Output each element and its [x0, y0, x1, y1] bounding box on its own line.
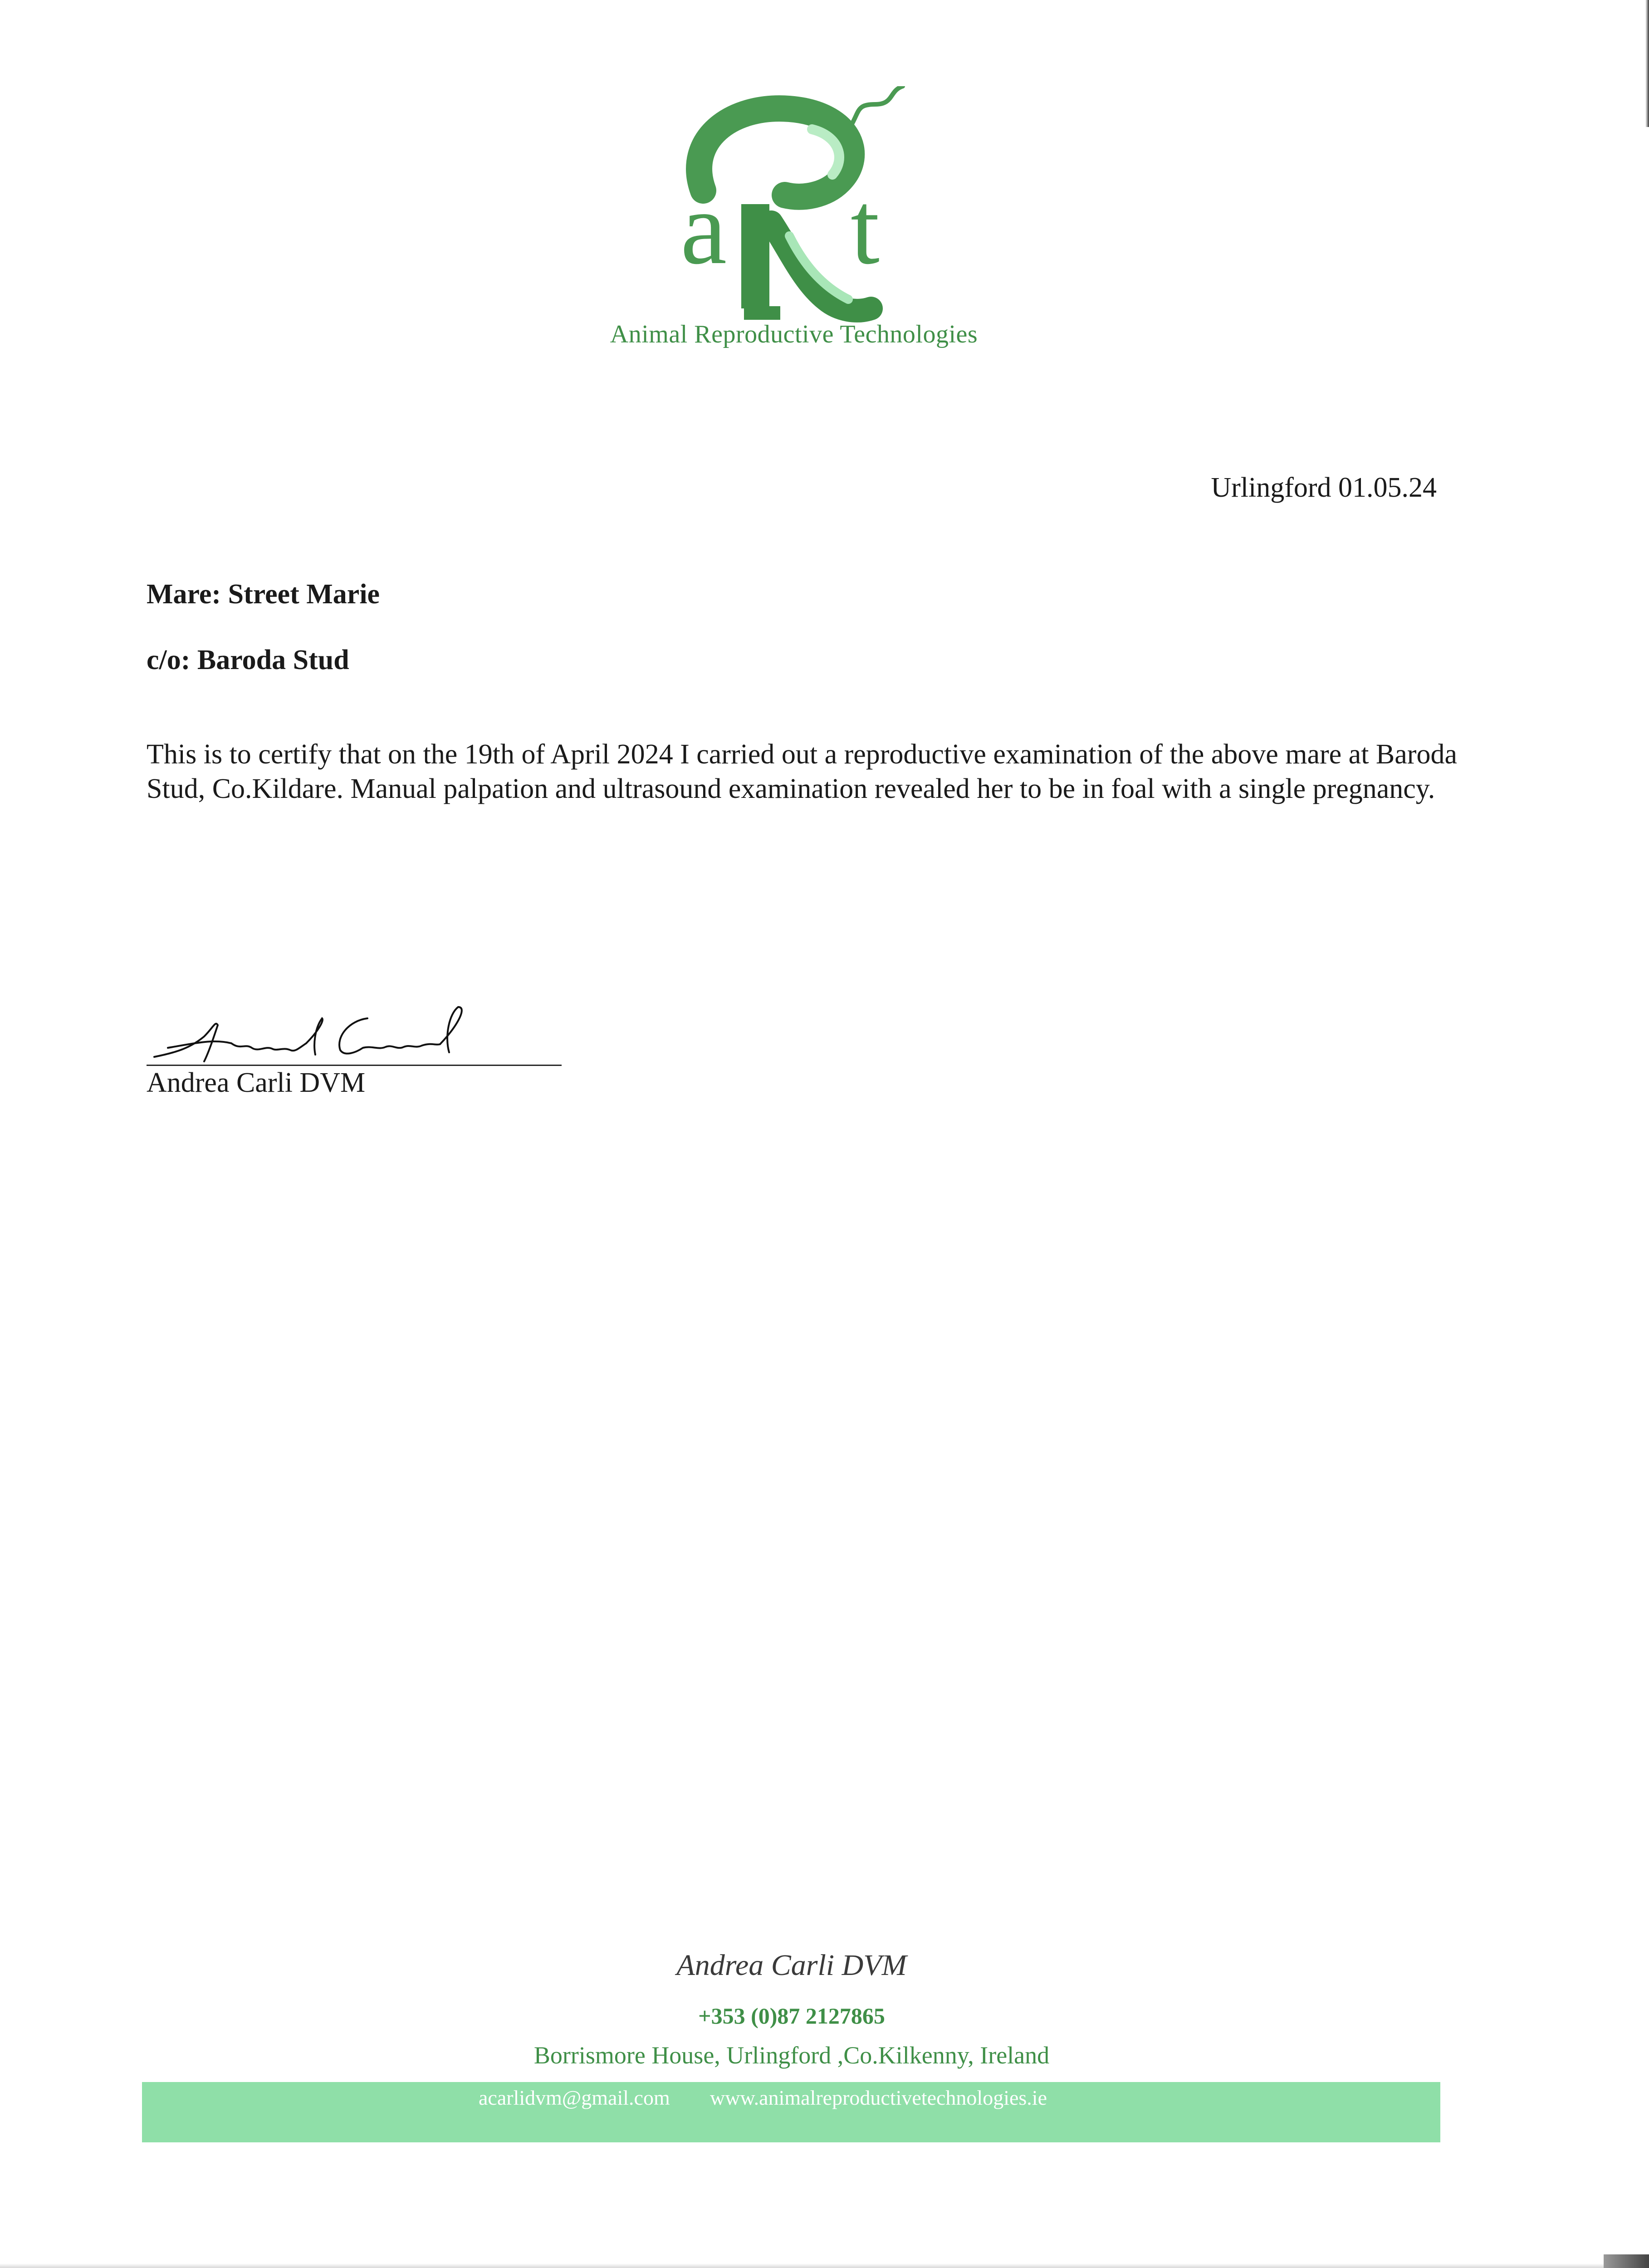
scan-corner	[1604, 2254, 1649, 2268]
care-of: c/o: Baroda Stud	[147, 645, 349, 675]
certification-text: This is to certify that on the 19th of April 2024 I carried out a reproductive examination of the above mare at Baroda Stud, Co.Kildare. Manual palpation and ultrasound examination revealed her to be in foal with a single pregnancy.	[147, 739, 1457, 804]
footer-name: Andrea Carli DVM	[676, 1949, 907, 1982]
art-logo	[676, 86, 930, 331]
handwritten-signature	[141, 993, 572, 1070]
scan-edge-bottom	[0, 2263, 1649, 2268]
svg-text:t: t	[851, 170, 880, 286]
footer-phone: +353 (0)87 2127865	[698, 2003, 885, 2028]
mare-name: Mare: Street Marie	[147, 579, 380, 610]
signatory-name: Andrea Carli DVM	[147, 1067, 366, 1098]
scan-edge	[1645, 0, 1649, 127]
footer-address: Borrismore House, Urlingford ,Co.Kilkenny, Ireland	[533, 2042, 1050, 2069]
place-date: Urlingford 01.05.24	[1211, 472, 1437, 503]
logo-tagline: Animal Reproductive Technologies	[610, 320, 978, 348]
svg-text:a: a	[680, 170, 727, 286]
footer-email[interactable]: acarlidvm@gmail.com	[479, 2086, 670, 2109]
footer-website[interactable]: www.animalreproductivetechnologies.ie	[710, 2086, 1047, 2109]
signature-line	[147, 1065, 562, 1066]
